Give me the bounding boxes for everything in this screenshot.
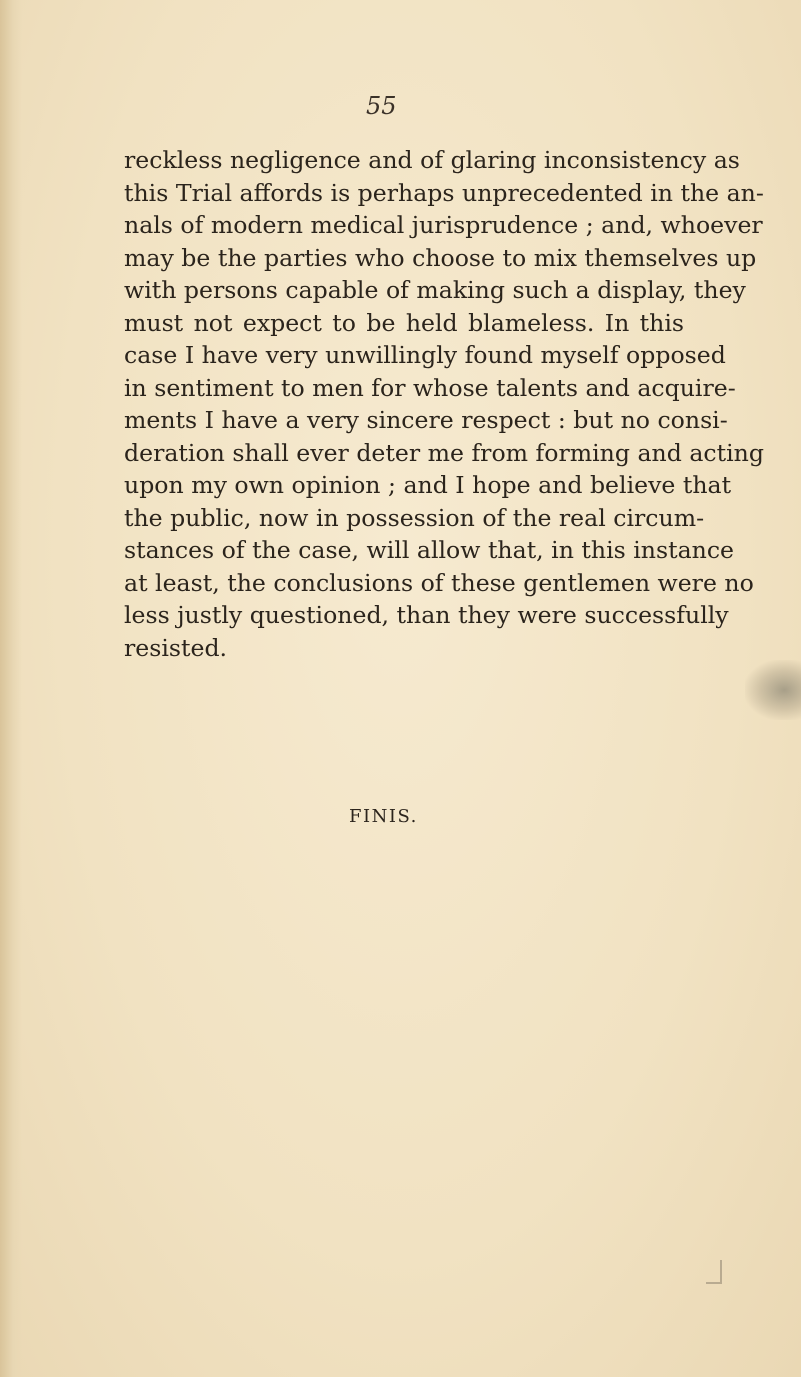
- paper-mark: [706, 1260, 722, 1284]
- text-line: in sentiment to men for whose talents and acquire-: [124, 373, 736, 402]
- text-line: less justly questioned, than they were successfully: [124, 601, 729, 629]
- finis-label: FINIS.: [349, 806, 418, 827]
- text-line: stances of the case, will allow that, in this instance: [124, 536, 735, 564]
- text-line: must not expect to be held blameless. In this: [124, 308, 684, 337]
- text-line: deration shall ever deter me from forming and acting: [124, 438, 764, 467]
- body-paragraph: [124, 144, 764, 664]
- text-line: case I have very unwillingly found myself opposed: [124, 341, 726, 369]
- text-line: ments I have a very sincere respect : but no consi-: [124, 406, 728, 434]
- text-line: upon my own opinion ; and I hope and believe that: [124, 471, 732, 499]
- text-line: reckless negligence and of glaring inconsistency as: [124, 146, 740, 174]
- text-line: at least, the conclusions of these gentlemen were no: [124, 568, 754, 597]
- page-number: 55: [366, 92, 397, 120]
- text-line: with persons capable of making such a display, they: [124, 276, 746, 304]
- text-line: this Trial affords is perhaps unprecedented in the an-: [124, 178, 764, 207]
- page-binding-edge: [0, 0, 22, 1377]
- text-line: resisted.: [124, 633, 228, 662]
- paper-stain: [745, 660, 801, 720]
- text-line: may be the parties who choose to mix themselves up: [124, 243, 757, 272]
- text-line: the public, now in possession of the real circum-: [124, 503, 705, 532]
- text-line: nals of modern medical jurisprudence ; and, whoever: [124, 211, 763, 239]
